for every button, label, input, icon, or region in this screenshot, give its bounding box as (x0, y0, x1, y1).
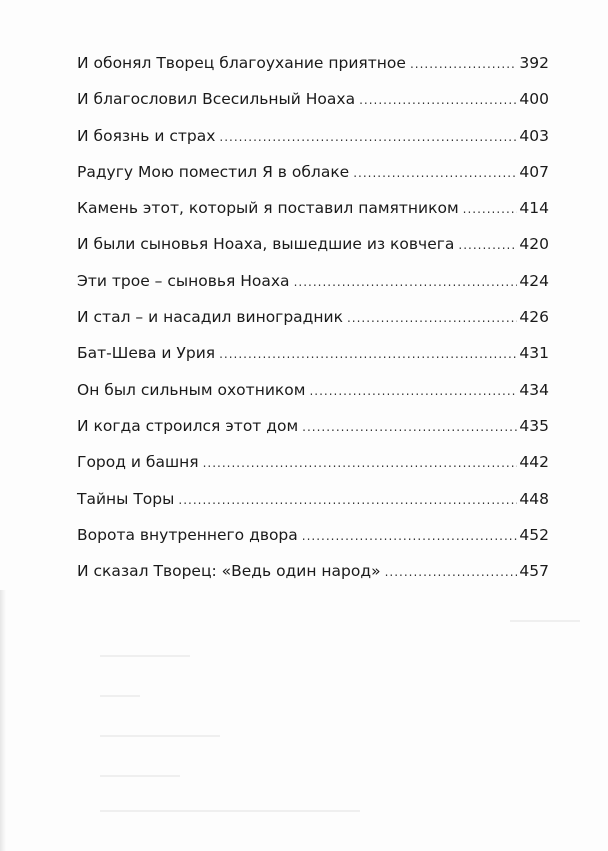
toc-leader-dots (359, 94, 517, 106)
toc-entry-page: 414 (519, 199, 549, 218)
toc-entry-title: Эти трое – сыновья Ноаха (77, 271, 290, 290)
toc-entry-title: И сказал Творец: «Ведь один народ» (77, 562, 381, 581)
toc-entry-page: 400 (519, 90, 549, 109)
toc-entry (77, 346, 549, 382)
toc-entry-page: 435 (519, 416, 549, 435)
toc-entry-title: Тайны Торы (77, 489, 175, 508)
toc-entry-page: 434 (519, 380, 549, 399)
toc-entry (77, 271, 549, 310)
toc-entry-page: 424 (519, 271, 549, 290)
toc-entry (77, 92, 549, 128)
toc-leader-dots (353, 167, 517, 179)
table-of-contents (77, 56, 549, 600)
toc-entry (77, 564, 549, 600)
toc-leader-dots (463, 203, 518, 215)
toc-entry (77, 455, 549, 491)
toc-entry-page: 426 (519, 308, 549, 327)
toc-entry-title: Радугу Мою поместил Я в облаке (77, 162, 350, 181)
toc-entry-page: 457 (519, 562, 549, 581)
toc-entry-title: Он был сильным охотником (77, 380, 306, 399)
reverse-side-bleed-through (40, 600, 600, 840)
toc-entry-title: И благословил Всесильный Ноаха (77, 90, 356, 109)
bleed-mark (100, 775, 180, 777)
toc-leader-dots (309, 385, 517, 397)
toc-entry (77, 56, 549, 92)
toc-entry-page: 448 (519, 489, 549, 508)
toc-entry-title: Бат-Шева и Урия (77, 344, 216, 363)
page-edge-shadow (0, 590, 6, 851)
toc-leader-dots (178, 494, 517, 506)
toc-entry-page: 403 (519, 126, 549, 145)
bleed-mark (100, 695, 140, 697)
toc-leader-dots (410, 58, 517, 70)
toc-entry (77, 162, 549, 201)
bleed-mark (100, 735, 220, 737)
toc-entry-page: 407 (519, 162, 549, 181)
toc-entry-page: 452 (519, 525, 549, 544)
toc-entry (77, 201, 549, 237)
toc-entry-title: И были сыновья Ноаха, вышедшие из ковчега (77, 235, 455, 254)
toc-entry-page: 420 (519, 235, 549, 254)
toc-leader-dots (385, 566, 518, 578)
toc-entry (77, 489, 549, 528)
toc-entry (77, 237, 549, 273)
toc-leader-dots (458, 239, 517, 251)
toc-leader-dots (302, 421, 517, 433)
toc-leader-dots (219, 348, 517, 360)
toc-leader-dots (302, 530, 518, 542)
toc-leader-dots (203, 457, 518, 469)
toc-entry-title: Ворота внутреннего двора (77, 525, 298, 544)
toc-leader-dots (294, 276, 518, 288)
toc-entry-title: И обонял Творец благоухание приятное (77, 54, 406, 72)
toc-entry-title: Город и башня (77, 453, 199, 472)
bleed-mark (100, 655, 190, 657)
toc-entry-page: 392 (519, 54, 549, 72)
toc-entry-page: 431 (519, 344, 549, 363)
toc-leader-dots (219, 131, 517, 143)
toc-entry (77, 310, 549, 346)
toc-entry (77, 525, 549, 564)
toc-entry-title: И когда строился этот дом (77, 416, 299, 435)
toc-entry-title: И боязнь и страх (77, 126, 216, 145)
toc-entry (77, 126, 549, 165)
bleed-mark (510, 620, 580, 622)
toc-entry-page: 442 (519, 453, 549, 472)
bleed-mark (100, 810, 360, 812)
toc-leader-dots (347, 312, 517, 324)
toc-entry (77, 380, 549, 419)
toc-entry-title: И стал – и насадил виноградник (77, 308, 343, 327)
toc-entry-title: Камень этот, который я поставил памятником (77, 199, 459, 218)
toc-entry (77, 416, 549, 455)
